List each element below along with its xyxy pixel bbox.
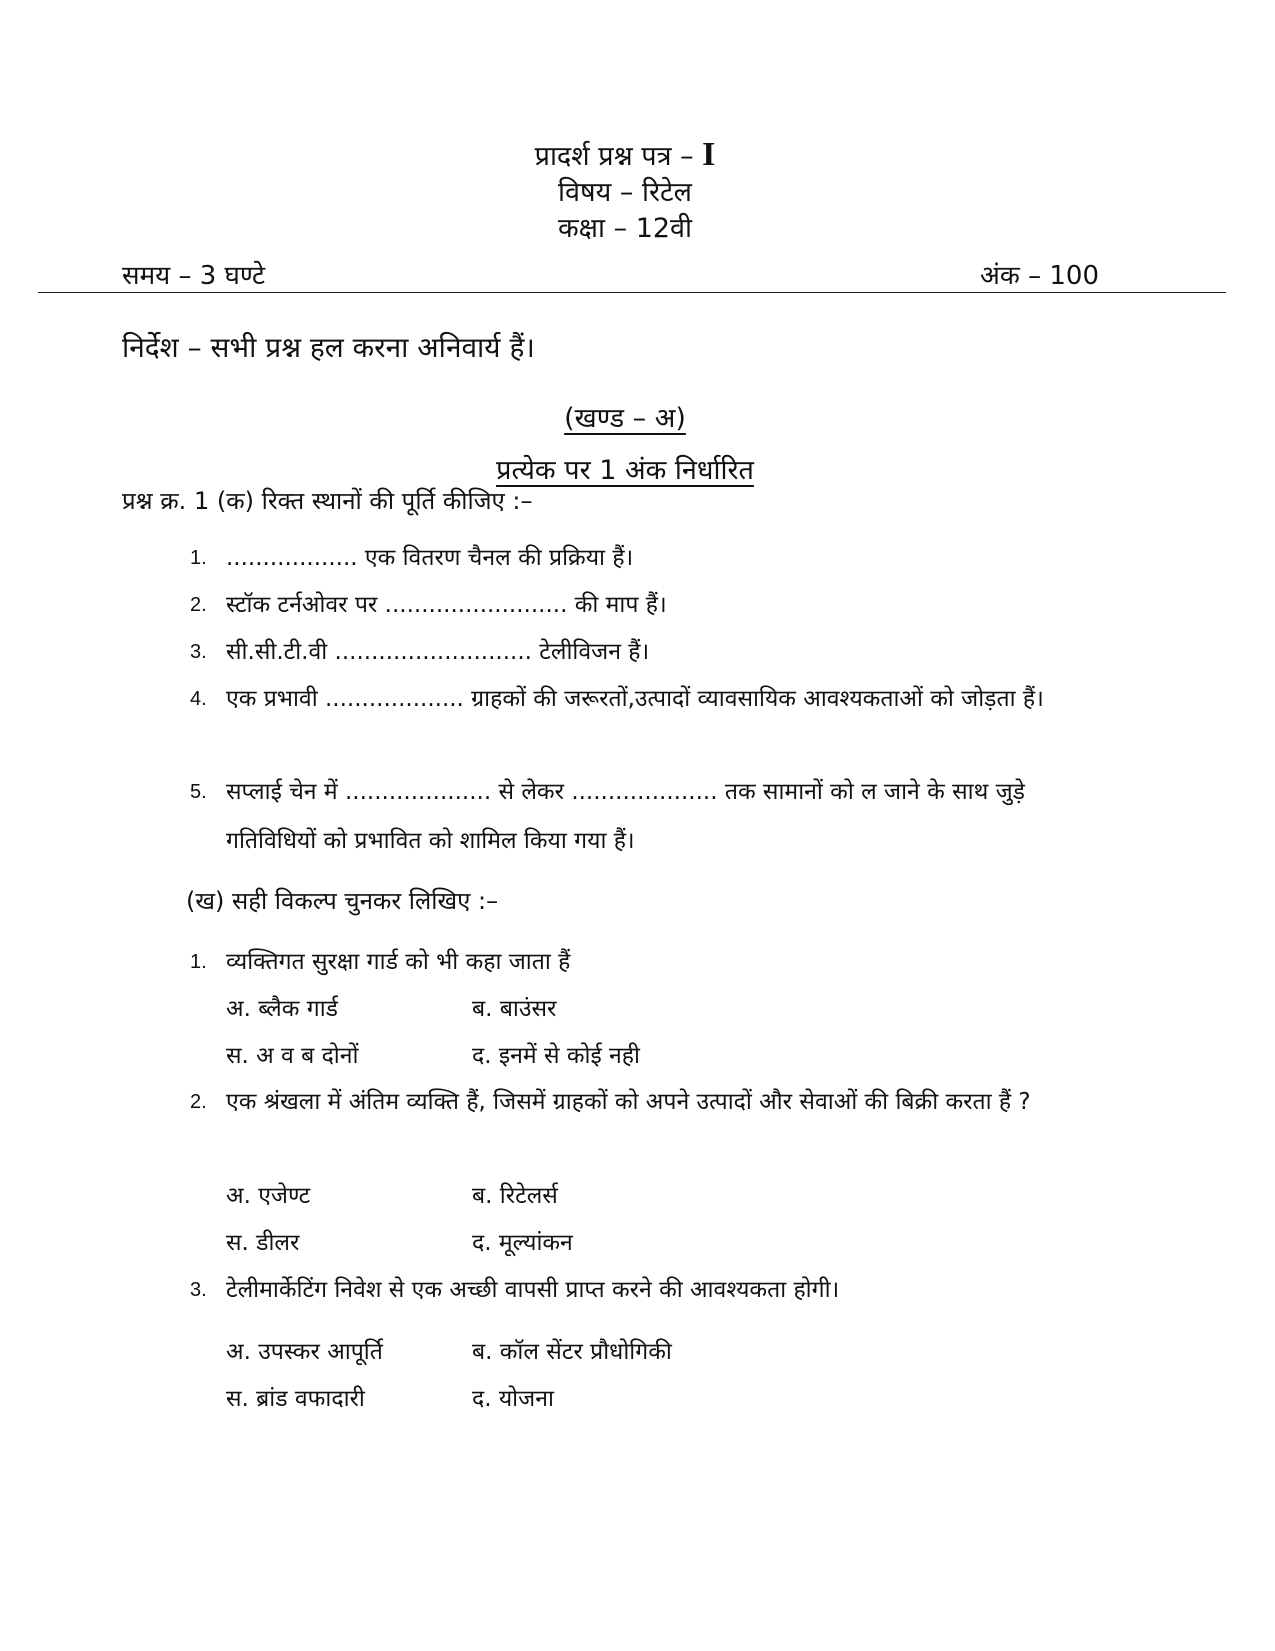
mcq-option: अ. ब्लैक गार्ड xyxy=(226,996,338,1022)
mcq-option: स. अ व ब दोनों xyxy=(226,1043,359,1069)
mcq-option: द. मूल्यांकन xyxy=(472,1230,573,1256)
item-number: 1. xyxy=(190,951,207,973)
mcq-option: ब. बाउंसर xyxy=(472,996,557,1022)
header-divider xyxy=(38,292,1226,293)
question-1-heading: प्रश्न क्र. 1 (क) रिक्त स्थानों की पूर्ति कीजिए :– xyxy=(122,487,533,515)
class-line: कक्षा – 12वी xyxy=(557,213,693,244)
section-subtitle: प्रत्येक पर 1 अंक निर्धारित xyxy=(496,455,754,486)
item-number: 3. xyxy=(190,641,207,663)
mcq-option: द. योजना xyxy=(472,1386,554,1412)
fill-blank-item xyxy=(190,581,1110,630)
fill-blank-item xyxy=(190,628,1110,677)
mcq-item xyxy=(190,938,1110,987)
mcq-option: अ. उपस्कर आपूर्ति xyxy=(226,1339,383,1365)
item-text: .................. एक वितरण चैनल की प्रक्रिया हैं। xyxy=(226,545,634,571)
item-number: 1. xyxy=(190,547,207,569)
item-number: 3. xyxy=(190,1279,207,1301)
fill-blank-item xyxy=(190,534,1110,583)
mcq-heading: (ख) सही विकल्प चुनकर लिखिए :– xyxy=(186,887,499,915)
item-number: 2. xyxy=(190,594,207,616)
paper-title-numeral: I xyxy=(702,136,716,173)
item-text: एक श्रंखला में अंतिम व्यक्ति हैं, जिसमें ग्राहकों को अपने उत्पादों और सेवाओं की बिक्री करता हैं ? xyxy=(226,1089,1031,1115)
section-title: (खण्ड – अ) xyxy=(564,403,686,434)
mcq-option: द. इनमें से कोई नही xyxy=(472,1043,640,1069)
mcq-option: स. ब्रांड वफादारी xyxy=(226,1386,365,1412)
item-text: स्टॉक टर्नओवर पर ......................... की माप हैं। xyxy=(226,592,667,618)
item-number: 5. xyxy=(190,781,207,803)
fill-blank-item xyxy=(190,675,1110,724)
mcq-option: अ. एजेण्ट xyxy=(226,1183,311,1209)
fill-blank-item xyxy=(190,768,1110,866)
item-text: एक प्रभावी ................... ग्राहकों की जरूरतों,उत्पादों व्यावसायिक आवश्यकताओं को जोड़ता हैं। xyxy=(226,686,1044,712)
mcq-option: स. डीलर xyxy=(226,1230,300,1256)
item-text: व्यक्तिगत सुरक्षा गार्ड को भी कहा जाता हैं xyxy=(226,949,571,975)
paper-title-text: प्रादर्श प्रश्न पत्र – xyxy=(534,141,694,172)
total-marks: अंक – 100 xyxy=(980,261,1099,291)
subject-line: विषय – रिटेल xyxy=(558,177,692,208)
instruction-text: निर्देश – सभी प्रश्न हल करना अनिवार्य हैं। xyxy=(122,331,535,364)
time-duration: समय – 3 घण्टे xyxy=(122,261,266,291)
item-text: टेलीमार्केटिंग निवेश से एक अच्छी वापसी प्राप्त करने की आवश्यकता होगी। xyxy=(226,1277,840,1303)
mcq-option: ब. रिटेलर्स xyxy=(472,1183,558,1209)
item-text: सप्लाई चेन में .................... से लेकर .................... तक सामानों को ल जाने के साथ जुड़े गतिविधियों को प्रभावित को शामिल किया गया हैं। xyxy=(226,779,1025,854)
item-number: 4. xyxy=(190,688,207,710)
item-text: सी.सी.टी.वी ........................... टेलीविजन हैं। xyxy=(226,639,650,665)
mcq-item xyxy=(190,1078,1110,1127)
item-number: 2. xyxy=(190,1091,207,1113)
mcq-option: ब. कॉल सेंटर प्रौधोगिकी xyxy=(472,1339,672,1365)
paper-title xyxy=(0,138,1250,174)
mcq-item xyxy=(190,1266,1110,1315)
